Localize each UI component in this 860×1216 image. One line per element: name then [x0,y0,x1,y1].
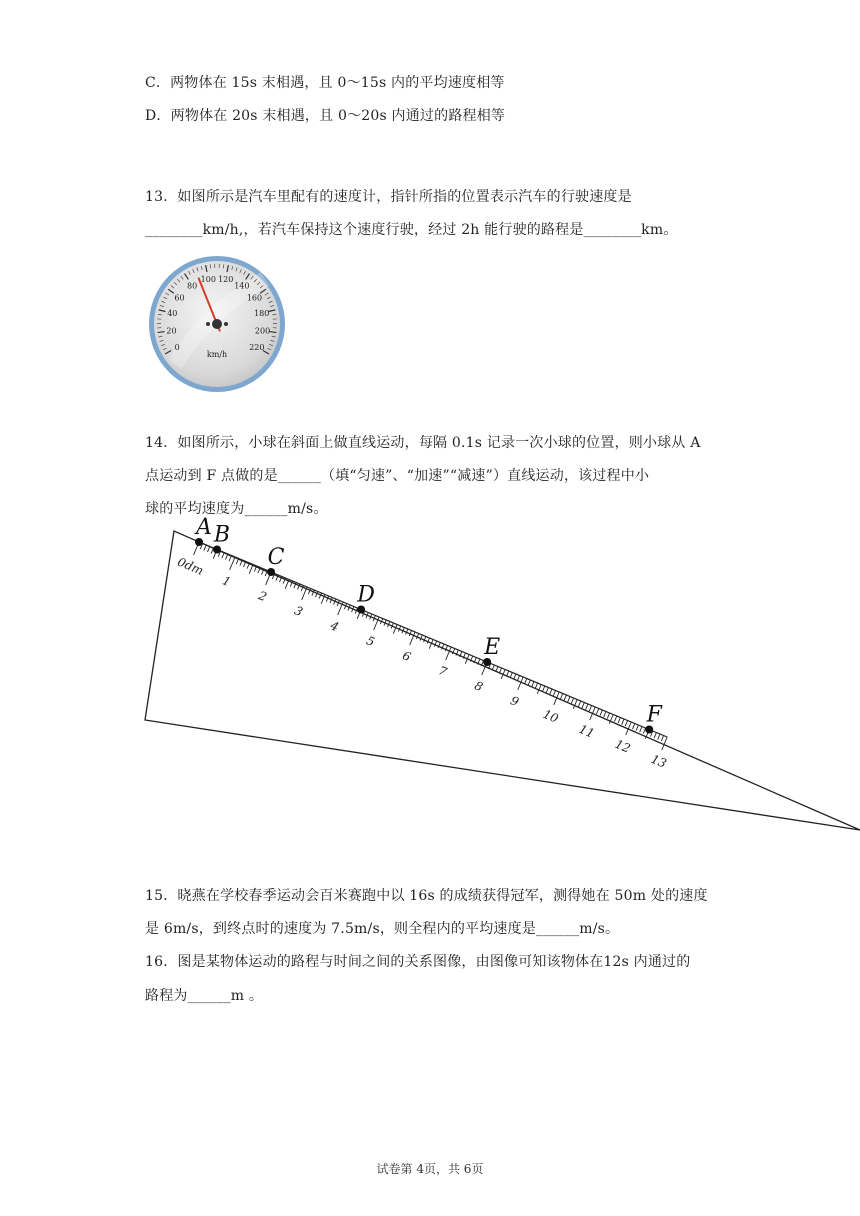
ruler-label: 5 [364,633,377,650]
ruler-label: 9 [508,693,521,710]
dial-label: 0 [174,343,180,352]
q14-line-1: 14．如图所示，小球在斜面上做直线运动，每隔 0.1s 记录一次小球的位置，则小球从 A [145,435,701,451]
dial-label: 220 [249,343,265,352]
dial-label: 160 [246,293,263,303]
q13-line-2: ________km/h,，若汽车保持这个速度行驶，经过 2h 能行驶的路程是________km。 [145,222,678,238]
ruler-label: 12 [612,736,633,756]
ruler-label: 0dm [175,554,206,578]
q13-line-1: 13．如图所示是汽车里配有的速度计，指针所指的位置表示汽车的行驶速度是 [145,189,632,205]
dial-label: 60 [174,293,185,303]
ball-points [194,515,663,734]
dial-label: 80 [187,281,198,291]
point-label-F: F [646,702,662,728]
ruler-label: 1 [220,573,233,590]
page-footer: 试卷第 4页，共 6页 [376,1162,484,1176]
ruler-label: 7 [436,663,449,680]
ruler-label: 13 [649,751,669,771]
q14-line-2: 点运动到 F 点做的是______（填“匀速”、“加速”“减速”）直线运动，该过程中小 [145,468,650,484]
point-label-C: C [267,545,285,570]
q15-line-1: 15．晓燕在学校春季运动会百米赛跑中以 16s 的成绩获得冠军，测得她在 50m 处的速度 [145,888,708,904]
speedometer-figure [145,254,290,394]
q14-line-3: 球的平均速度为______m/s。 [145,501,328,517]
ruler [194,541,668,750]
ruler-label: 10 [540,706,561,726]
dial-label: 100 [200,274,216,284]
ruler-label: 2 [256,588,269,605]
speedometer-hub [212,319,222,329]
dial-label: 40 [167,309,178,319]
ruler-label: 3 [292,603,305,620]
q12-option-d: D．两物体在 20s 末相遇，且 0～20s 内通过的路程相等 [145,108,506,124]
dial-label: 120 [218,274,234,284]
dial-label: 20 [166,326,177,336]
q15-line-2: 是 6m/s，到终点时的速度为 7.5m/s，则全程内的平均速度是______m/s。 [145,921,620,937]
ruler-label: 6 [400,648,413,665]
point-label-B: B [213,522,231,548]
ruler-label: 8 [472,678,485,695]
point-label-E: E [484,635,501,660]
incline-triangle [145,531,860,830]
incline-ruler-figure [0,500,860,840]
q16-line-2: 路程为______m 。 [145,988,264,1004]
q16-line-1: 16．图是某物体运动的路程与时间之间的关系图像，由图像可知该物体在12s 内通过的 [145,954,691,970]
dial-label: 200 [254,326,271,336]
dial-label: 180 [254,309,270,319]
dial-label: 140 [234,281,250,291]
q12-option-c: C．两物体在 15s 末相遇，且 0～15s 内的平均速度相等 [145,75,505,91]
point-label-D: D [357,582,375,608]
ruler-label: 11 [576,721,597,741]
ruler-label: 4 [328,618,341,635]
speed-unit-label: km/h [206,350,228,359]
point-label-A: A [196,515,212,540]
